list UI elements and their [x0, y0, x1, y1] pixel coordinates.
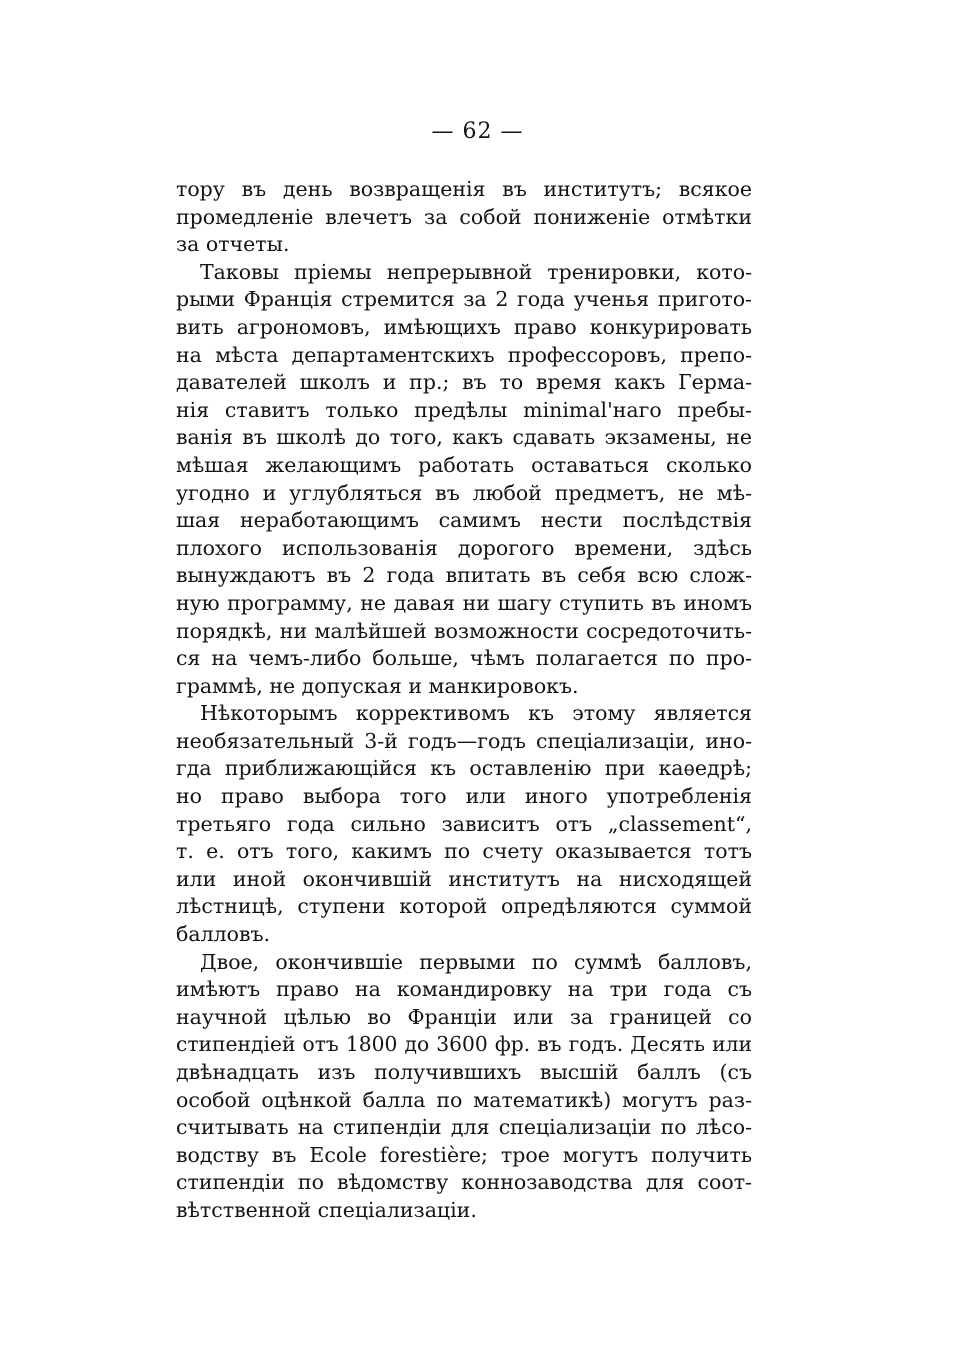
text-line: ную программу, не давая ни шагу ступить въ иномъ	[176, 590, 752, 615]
text-line: нія ставитъ только предѣлы minimal'наго пребы-	[176, 397, 752, 422]
text-line: вѣтственной спеціализаціи.	[176, 1197, 477, 1222]
text-line: водству въ Ecole forestière; трое могутъ получить	[176, 1142, 752, 1167]
text-line: научной цѣлью во Франціи или за границей со	[176, 1004, 752, 1029]
body-text	[176, 176, 752, 1225]
text-line: балловъ.	[176, 922, 271, 947]
text-line: тору въ день возвращенія въ институтъ; всякое	[176, 177, 752, 201]
text-line: ся на чемъ-либо больше, чѣмъ полагается по про-	[176, 646, 752, 671]
text-line: мѣшая желающимъ работать оставаться сколько	[176, 452, 752, 477]
text-line: Двое, окончившіе первыми по суммѣ балловъ,	[200, 949, 752, 974]
text-line: вынуждаютъ въ 2 года впитать въ себя всю слож-	[176, 563, 752, 588]
text-line: или иной окончившій институтъ на нисходящей	[176, 866, 752, 891]
paragraph-2	[176, 259, 752, 701]
text-line: порядкѣ, ни малѣйшей возможности сосредоточить-	[176, 618, 752, 643]
page-number: — 62 —	[431, 119, 524, 144]
text-line: особой оцѣнкой балла по математикѣ) могутъ раз-	[176, 1087, 752, 1112]
text-line: угодно и углубляться въ любой предметъ, не мѣ-	[176, 480, 752, 505]
text-line: плохого использованія дорогого времени, здѣсь	[176, 535, 752, 560]
text-line: Таковы пріемы непрерывной тренировки, кото-	[200, 259, 752, 284]
paragraph-3	[176, 700, 752, 948]
text-line: считывать на стипендіи для спеціализаціи по лѣсо-	[176, 1115, 752, 1140]
text-line: стипендіи по вѣдомству коннозаводства для соот-	[176, 1170, 752, 1195]
text-line: но право выбора того или иного употребленія	[176, 784, 752, 809]
text-line: шая неработающимъ самимъ нести послѣдствія	[176, 508, 752, 533]
text-line: граммѣ, не допуская и манкировокъ.	[176, 673, 579, 698]
text-line: имѣютъ право на командировку на три года съ	[176, 977, 752, 1002]
text-line: вить агрономовъ, имѣющихъ право конкурировать	[176, 314, 752, 339]
text-line: ванія въ школѣ до того, какъ сдавать экзамены, не	[176, 425, 752, 450]
text-line: необязательный 3-й годъ—годъ спеціализаціи, ино-	[176, 728, 752, 753]
text-line: третьяго года сильно зависитъ отъ „classement“,	[176, 811, 752, 836]
text-line: за отчеты.	[176, 232, 290, 257]
text-line: давателей школъ и пр.; въ то время какъ Герма-	[176, 370, 752, 395]
text-line: на мѣста департаментскихъ профессоровъ, препо-	[176, 342, 752, 367]
text-line: промедленіе влечетъ за собой пониженіе отмѣтки	[176, 204, 752, 229]
text-line: т. е. отъ того, какимъ по счету оказывается тотъ	[176, 839, 752, 864]
paragraph-1	[176, 176, 752, 259]
text-line: двѣнадцать изъ получившихъ высшій баллъ (съ	[176, 1060, 752, 1084]
text-line: рыми Франція стремится за 2 года ученья пригото-	[176, 287, 752, 312]
text-line: лѣстницѣ, ступени которой опредѣляются суммой	[176, 894, 752, 919]
text-line: Нѣкоторымъ коррективомъ къ этому является	[200, 701, 752, 726]
paragraph-4	[176, 949, 752, 1225]
text-line: стипендіей отъ 1800 до 3600 фр. въ годъ. Десять или	[176, 1032, 752, 1057]
text-line: гда приближающійся къ оставленію при каѳедрѣ;	[176, 756, 752, 781]
